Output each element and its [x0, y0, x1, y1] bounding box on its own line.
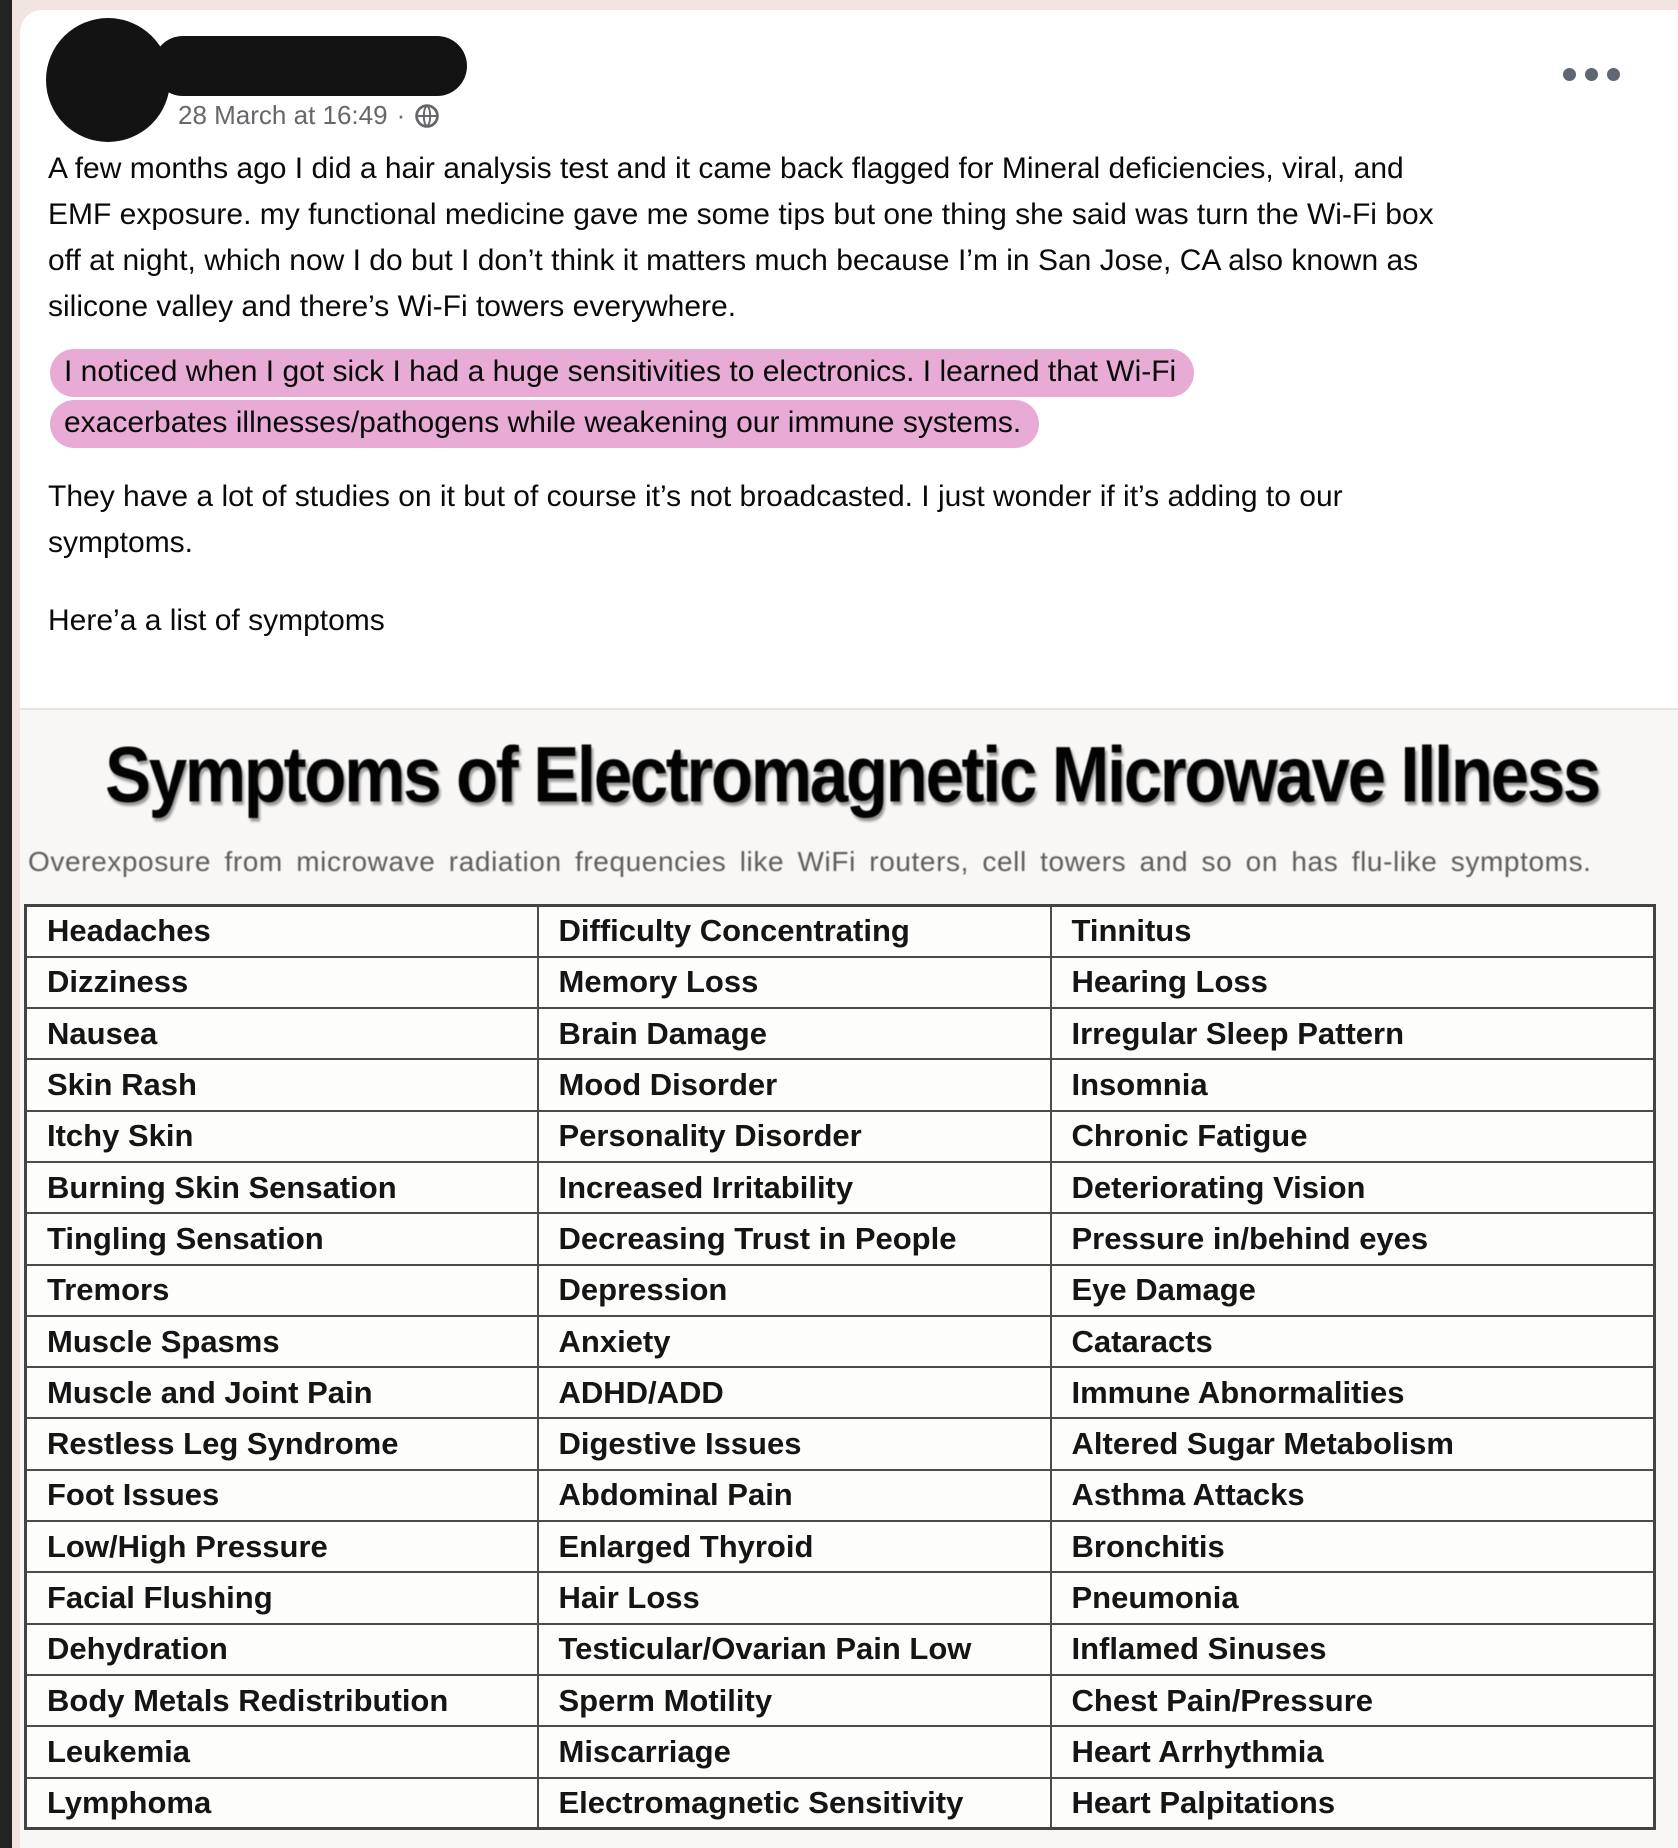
table-row — [26, 906, 1655, 957]
table-row — [26, 1521, 1655, 1572]
table-cell: Lymphoma — [26, 1778, 538, 1829]
table-cell: Insomnia — [1051, 1059, 1655, 1110]
dot-icon — [1563, 68, 1576, 81]
table-cell: Depression — [538, 1265, 1051, 1316]
post-meta — [178, 100, 440, 131]
table-row — [26, 1470, 1655, 1521]
table-cell: Electromagnetic Sensitivity — [538, 1778, 1051, 1829]
table-row — [26, 1008, 1655, 1059]
table-row — [26, 1162, 1655, 1213]
dot-icon — [1585, 68, 1598, 81]
table-row — [26, 1726, 1655, 1777]
table-cell: Foot Issues — [26, 1470, 538, 1521]
table-cell: Asthma Attacks — [1051, 1470, 1655, 1521]
table-cell: Sperm Motility — [538, 1675, 1051, 1726]
table-cell: Restless Leg Syndrome — [26, 1418, 538, 1469]
table-cell: Itchy Skin — [26, 1111, 538, 1162]
highlighted-text: I noticed when I got sick I had a huge sensitivities to electronics. I learned that Wi-Fi exacerbates illnesses/pathogens while weakening our immune systems. — [50, 349, 1194, 448]
post-timestamp[interactable]: 28 March at 16:49 — [178, 100, 388, 130]
meta-separator: · — [396, 100, 406, 130]
table-row — [26, 1265, 1655, 1316]
post-text — [20, 132, 1678, 644]
table-cell: Burning Skin Sensation — [26, 1162, 538, 1213]
table-cell: Dehydration — [26, 1624, 538, 1675]
table-row — [26, 1418, 1655, 1469]
dot-icon — [1607, 68, 1620, 81]
table-cell: Skin Rash — [26, 1059, 538, 1110]
table-cell: Irregular Sleep Pattern — [1051, 1008, 1655, 1059]
table-cell: Tingling Sensation — [26, 1213, 538, 1264]
table-row — [26, 1572, 1655, 1623]
table-row — [26, 1059, 1655, 1110]
table-cell: Personality Disorder — [538, 1111, 1051, 1162]
table-cell: Deteriorating Vision — [1051, 1162, 1655, 1213]
post-card — [20, 10, 1678, 1848]
table-cell: Chronic Fatigue — [1051, 1111, 1655, 1162]
table-cell: Headaches — [26, 906, 538, 957]
table-row — [26, 1367, 1655, 1418]
table-row — [26, 957, 1655, 1008]
post-paragraph-4: Here’a a list of symptoms — [48, 604, 385, 637]
table-cell: Pressure in/behind eyes — [1051, 1213, 1655, 1264]
table-row — [26, 1675, 1655, 1726]
post-paragraph-3: They have a lot of studies on it but of course it’s not broadcasted. I just wonder if it’s adding to our symptoms. — [48, 480, 1343, 559]
table-cell: Tremors — [26, 1265, 538, 1316]
table-cell: Facial Flushing — [26, 1572, 538, 1623]
table-cell: Bronchitis — [1051, 1521, 1655, 1572]
table-cell: Heart Palpitations — [1051, 1778, 1655, 1829]
table-row — [26, 1624, 1655, 1675]
table-cell: ADHD/ADD — [538, 1367, 1051, 1418]
table-cell: Heart Arrhythmia — [1051, 1726, 1655, 1777]
post-menu-button[interactable] — [1563, 68, 1620, 81]
table-row — [26, 1111, 1655, 1162]
table-cell: Increased Irritability — [538, 1162, 1051, 1213]
table-cell: Inflamed Sinuses — [1051, 1624, 1655, 1675]
globe-icon — [414, 103, 440, 129]
table-row — [26, 1778, 1655, 1829]
table-cell: Mood Disorder — [538, 1059, 1051, 1110]
table-cell: Decreasing Trust in People — [538, 1213, 1051, 1264]
screenshot-edge — [0, 0, 12, 1848]
table-cell: Leukemia — [26, 1726, 538, 1777]
symptoms-table-body — [26, 906, 1655, 1829]
table-cell: Brain Damage — [538, 1008, 1051, 1059]
author-name-redacted[interactable] — [153, 36, 467, 96]
table-cell: Digestive Issues — [538, 1418, 1051, 1469]
avatar-redacted[interactable] — [46, 18, 170, 142]
post-paragraph-highlighted — [50, 346, 1312, 448]
table-cell: Miscarriage — [538, 1726, 1051, 1777]
image-title: Symptoms of Electromagnetic Microwave Illness — [105, 731, 1599, 820]
table-cell: Nausea — [26, 1008, 538, 1059]
table-cell: Cataracts — [1051, 1316, 1655, 1367]
table-cell: Body Metals Redistribution — [26, 1675, 538, 1726]
table-cell: Anxiety — [538, 1316, 1051, 1367]
table-cell: Memory Loss — [538, 957, 1051, 1008]
table-cell: Tinnitus — [1051, 906, 1655, 957]
table-cell: Pneumonia — [1051, 1572, 1655, 1623]
table-cell: Altered Sugar Metabolism — [1051, 1418, 1655, 1469]
table-cell: Abdominal Pain — [538, 1470, 1051, 1521]
table-row — [26, 1213, 1655, 1264]
table-cell: Eye Damage — [1051, 1265, 1655, 1316]
table-cell: Chest Pain/Pressure — [1051, 1675, 1655, 1726]
post-paragraph-1: A few months ago I did a hair analysis test and it came back flagged for Mineral deficiencies, viral, and EMF exposure. my functional medicine gave me some tips but one thing she said was turn the Wi-Fi box off at night, which now I do but I don’t think it matters much because I’m in San Jose, CA also known as silicone valley and there’s Wi-Fi towers everywhere. — [48, 152, 1434, 323]
table-cell: Dizziness — [26, 957, 538, 1008]
table-cell: Muscle Spasms — [26, 1316, 538, 1367]
table-cell: Hair Loss — [538, 1572, 1051, 1623]
post-header — [20, 10, 1678, 132]
attached-image[interactable] — [20, 708, 1678, 1848]
table-cell: Difficulty Concentrating — [538, 906, 1051, 957]
image-subtitle: Overexposure from microwave radiation frequencies like WiFi routers, cell towers and so on has flu-like symptoms. — [28, 846, 1592, 877]
table-cell: Immune Abnormalities — [1051, 1367, 1655, 1418]
table-cell: Testicular/Ovarian Pain Low — [538, 1624, 1051, 1675]
table-cell: Hearing Loss — [1051, 957, 1655, 1008]
symptoms-table — [24, 904, 1656, 1830]
table-row — [26, 1316, 1655, 1367]
table-cell: Low/High Pressure — [26, 1521, 538, 1572]
table-cell: Enlarged Thyroid — [538, 1521, 1051, 1572]
table-cell: Muscle and Joint Pain — [26, 1367, 538, 1418]
